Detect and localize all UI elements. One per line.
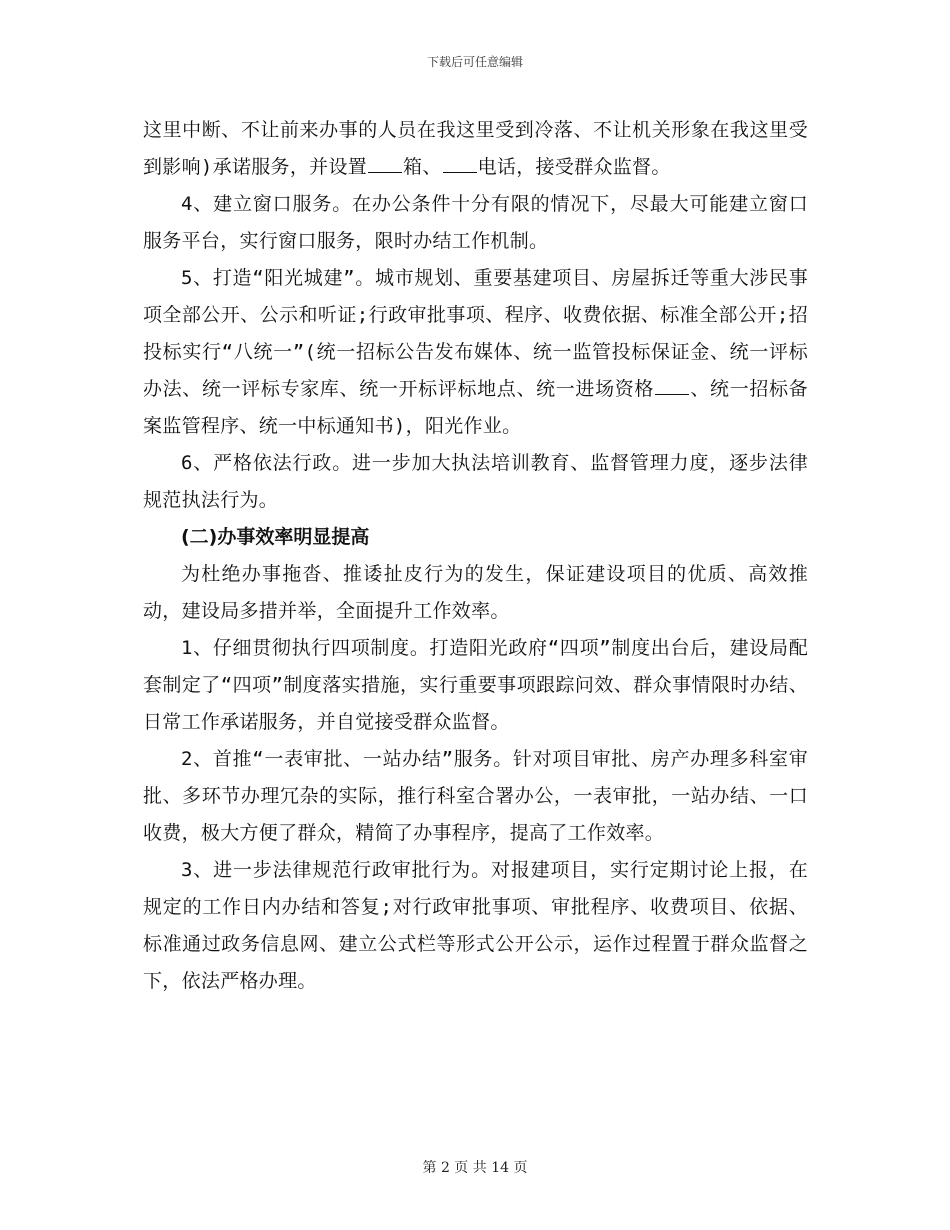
- paragraph-standardize-approval: 3、进一步法律规范行政审批行为。对报建项目，实行定期讨论上报，在规定的工作日内办结和答复;对行政审批事项、审批程序、收费项目、依据、标准通过政务信息网、建立公式栏等形式公开公示，运作过程置于群众监督之下，依法严格办理。: [143, 859, 808, 992]
- section-heading: (二)办事效率明显提高: [181, 526, 370, 548]
- fill-blank: [368, 171, 402, 173]
- paragraph-efficiency-intro: 为杜绝办事拖沓、推诿扯皮行为的发生，保证建设项目的优质、高效推动，建设局多措并举，全面提升工作效率。: [143, 563, 808, 622]
- paragraph-four-systems: 1、仔细贯彻执行四项制度。打造阳光政府“四项”制度出台后，建设局配套制定了“四项”制度落实措施，实行重要事项跟踪问效、群众事情限时办结、日常工作承诺服务，并自觉接受群众监督。: [143, 637, 808, 733]
- paragraph-window-service: 4、建立窗口服务。在办公条件十分有限的情况下，尽最大可能建立窗口服务平台，实行窗口服务，限时办结工作机制。: [143, 193, 808, 252]
- paragraph-sunshine-construction: 5、打造“阳光城建”。城市规划、重要基建项目、房屋拆迁等重大涉民事项全部公开、公示和听证;行政审批事项、程序、收费依据、标准全部公开;招投标实行“八统一”(统一招标公告发布媒体、统一监管投标保证金、统一评标办法、统一评标专家库、统一开标评标地点、统一进场资格 、统一招标备案监管程序、统一中标通知书)，阳光作业。: [143, 267, 808, 437]
- paragraph-one-form-approval: 2、首推“一表审批、一站办结”服务。针对项目审批、房产办理多科室审批、多环节办理冗杂的实际，推行科室合署办公，一表审批，一站办结、一口收费，极大方便了群众，精简了办事程序，提高了工作效率。: [143, 748, 808, 844]
- paragraph-continuation: 这里中断、不让前来办事的人员在我这里受到冷落、不让机关形象在我这里受到影响)承诺服务，并设置 箱、 电话，接受群众监督。: [143, 119, 808, 178]
- fill-blank: [443, 171, 477, 173]
- page-footer: 第 2 页 共 14 页: [422, 1160, 528, 1176]
- paragraph-administration-by-law: 6、严格依法行政。进一步加大执法培训教育、监督管理力度，逐步法律规范执法行为。: [143, 452, 808, 511]
- document-body: [143, 112, 808, 1000]
- page-header: 下载后可任意编辑: [426, 55, 523, 69]
- fill-blank: [655, 393, 689, 395]
